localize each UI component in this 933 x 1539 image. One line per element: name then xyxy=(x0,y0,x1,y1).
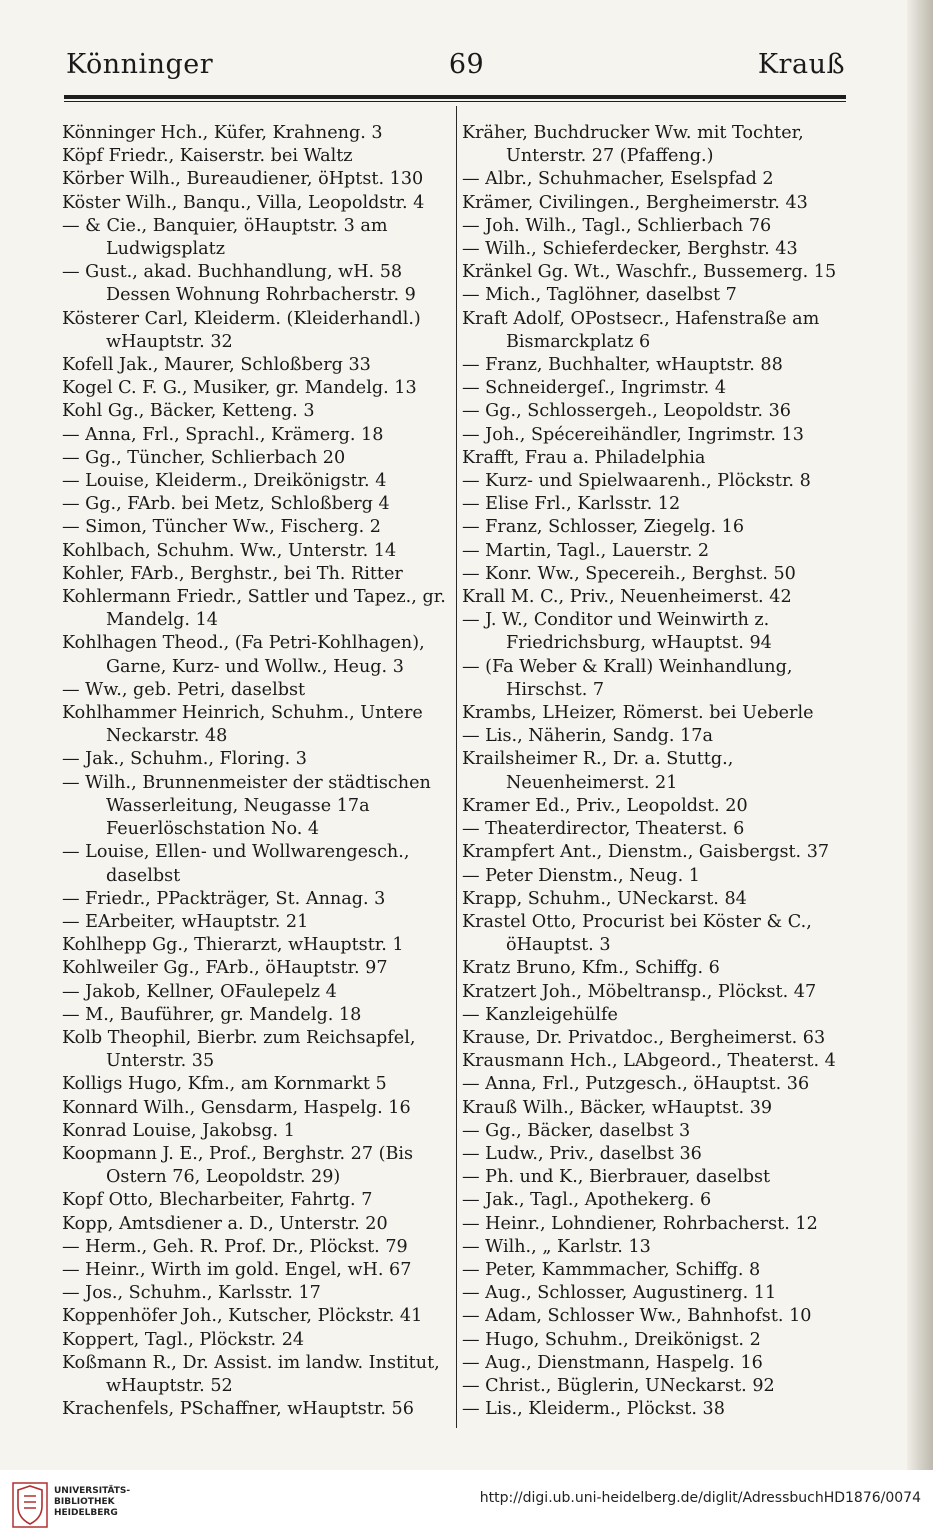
directory-entry: — Gg., Bäcker, daselbst 3 xyxy=(462,1120,691,1141)
directory-entry: Kohlweiler Gg., FArb., öHauptstr. 97 xyxy=(62,958,388,979)
source-url-link[interactable]: http://digi.ub.uni-heidelberg.de/diglit/AdressbuchHD1876/0074 xyxy=(479,1490,921,1506)
directory-entry: — Wilh., „ Karlstr. 13 xyxy=(462,1236,651,1257)
page-edge-shadow xyxy=(907,0,933,1470)
directory-entry: Kramer Ed., Priv., Leopoldst. 20 xyxy=(462,795,748,816)
directory-entry: — Albr., Schuhmacher, Eselspfad 2 xyxy=(462,169,774,190)
directory-entry: Kohlbach, Schuhm. Ww., Unterstr. 14 xyxy=(62,540,397,561)
running-head-right: Krauß xyxy=(757,49,845,80)
directory-entry: Kohlhammer Heinrich, Schuhm., Untere Neckarstr. 48 xyxy=(62,703,423,747)
directory-entry: Kogel C. F. G., Musiker, gr. Mandelg. 13 xyxy=(62,378,417,399)
directory-entry: Konnard Wilh., Gensdarm, Haspelg. 16 xyxy=(62,1097,411,1118)
directory-entry: Kofell Jak., Maurer, Schloßberg 33 xyxy=(62,355,371,376)
directory-entry: — M., Bauführer, gr. Mandelg. 18 xyxy=(62,1004,362,1025)
directory-entry: — Heinr., Wirth im gold. Engel, wH. 67 xyxy=(62,1259,412,1280)
directory-entry: — Wilh., Brunnenmeister der städtischen Wasserleitung, Neugasse 17a Feuerlöschstation No. 4 xyxy=(62,772,431,840)
directory-entry: Kopp, Amtsdiener a. D., Unterstr. 20 xyxy=(62,1213,388,1234)
directory-entry: Köster Wilh., Banqu., Villa, Leopoldstr. 4 xyxy=(62,192,425,213)
running-head-left: Könninger xyxy=(66,49,214,80)
directory-entry: Krachenfels, PSchaffner, wHauptstr. 56 xyxy=(62,1399,414,1420)
library-name xyxy=(54,1486,130,1519)
directory-entry: Krapp, Schuhm., UNeckarst. 84 xyxy=(462,888,747,909)
directory-entry: Kratz Bruno, Kfm., Schiffg. 6 xyxy=(462,958,720,979)
directory-entry: — Schneidergeſ., Ingrimstr. 4 xyxy=(462,378,727,399)
directory-entry: Körber Wilh., Bureaudiener, öHptst. 130 xyxy=(62,169,424,190)
directory-entry: — Aug., Schlosser, Augustinerg. 11 xyxy=(462,1283,777,1304)
directory-entry: — Gg., FArb. bei Metz, Schloßberg 4 xyxy=(62,494,390,515)
directory-entry: Konrad Louise, Jakobsg. 1 xyxy=(62,1120,295,1141)
directory-entry: — Christ., Büglerin, UNeckarst. 92 xyxy=(462,1375,775,1396)
directory-entry: — Joh., Spécereihändler, Ingrimstr. 13 xyxy=(462,424,804,445)
directory-entry: — Jak., Tagl., Apothekerg. 6 xyxy=(462,1190,712,1211)
directory-entry: Kohlhagen Theod., (Fa Petri-Kohlhagen), Garne, Kurz- und Wollw., Heug. 3 xyxy=(62,633,425,677)
directory-entry: Könninger Hch., Küfer, Krahneng. 3 xyxy=(62,123,383,143)
directory-entry: — Franz, Buchhalter, wHauptstr. 88 xyxy=(462,355,783,376)
directory-entry: — Peter Dienstm., Neug. 1 xyxy=(462,865,700,886)
directory-entry: Krall M. C., Priv., Neuenheimerst. 42 xyxy=(462,587,792,608)
directory-entry: — Jak., Schuhm., Floring. 3 xyxy=(62,749,307,770)
directory-entry: Krauß Wilh., Bäcker, wHauptst. 39 xyxy=(462,1097,773,1118)
header-rule-thick xyxy=(64,95,846,99)
directory-entry: Kratzert Joh., Möbeltransp., Plöckst. 47 xyxy=(462,981,817,1002)
directory-entry: — Theaterdirector, Theaterst. 6 xyxy=(462,819,745,840)
directory-entry: — Kanzleigehülfe xyxy=(462,1004,618,1025)
directory-entry: Kraft Adolf, OPostsecr., Hafenstraße am Bismarckplatz 6 xyxy=(462,308,820,352)
library-logo-icon xyxy=(12,1482,48,1528)
directory-entry: — Louise, Ellen- und Wollwarengesch., daselbst xyxy=(62,842,410,886)
directory-entry: — Mich., Taglöhner, daselbst 7 xyxy=(462,285,737,306)
directory-entry: Krämer, Civilingen., Bergheimerstr. 43 xyxy=(462,192,808,213)
directory-entry: — Kurz- und Spielwaarenh., Plöckstr. 8 xyxy=(462,471,811,492)
directory-entry: Koopmann J. E., Prof., Berghstr. 27 (Bis Ostern 76, Leopoldstr. 29) xyxy=(62,1143,414,1188)
column-divider xyxy=(456,106,457,1428)
right-column xyxy=(462,122,850,1421)
library-name-line: HEIDELBERG xyxy=(54,1508,118,1518)
directory-entry: — Wilh., Schieferdecker, Berghstr. 43 xyxy=(462,239,798,260)
page-number: 69 xyxy=(448,49,485,80)
directory-entry: Krause, Dr. Privatdoc., Bergheimerst. 63 xyxy=(462,1027,826,1048)
directory-entry: — Lis., Kleiderm., Plöckst. 38 xyxy=(462,1399,725,1420)
directory-entry: Krausmann Hch., LAbgeord., Theaterst. 4 xyxy=(462,1051,836,1072)
directory-entry: — Ww., geb. Petri, daselbst xyxy=(62,679,306,700)
directory-entry: — Elise Frl., Karlsstr. 12 xyxy=(462,494,681,515)
directory-entry: Koßmann R., Dr. Assist. im landw. Institut, wHauptstr. 52 xyxy=(62,1352,440,1396)
directory-entry: — Adam, Schlosser Ww., Bahnhofst. 10 xyxy=(462,1306,812,1327)
directory-entry: Kohler, FArb., Berghstr., bei Th. Ritter xyxy=(62,563,403,584)
directory-entry: — (Fa Weber & Krall) Weinhandlung, Hirschst. 7 xyxy=(462,656,793,700)
header-rule-thin xyxy=(64,101,846,102)
directory-entry: Kopf Otto, Blecharbeiter, Fahrtg. 7 xyxy=(62,1190,373,1211)
library-name-line: UNIVERSITÄTS- xyxy=(54,1486,131,1496)
directory-entry: — Anna, Frl., Sprachl., Krämerg. 18 xyxy=(62,424,384,445)
directory-entry: — Joh. Wilh., Tagl., Schlierbach 76 xyxy=(462,215,772,236)
directory-entry: Koppenhöfer Joh., Kutscher, Plöckstr. 41 xyxy=(62,1306,423,1327)
directory-entry: — Herm., Geh. R. Prof. Dr., Plöckst. 79 xyxy=(62,1236,408,1257)
directory-entry: Kohlhepp Gg., Thierarzt, wHauptstr. 1 xyxy=(62,935,404,956)
directory-entry: Krampfert Ant., Dienstm., Gaisbergst. 37 xyxy=(462,842,830,863)
directory-entry: — Jakob, Kellner, OFaulepelz 4 xyxy=(62,981,337,1002)
left-column xyxy=(62,122,452,1421)
directory-entry: — Konr. Ww., Specereih., Berghst. 50 xyxy=(462,563,796,584)
directory-entry: Kränkel Gg. Wt., Waschfr., Bussemerg. 15 xyxy=(462,262,837,283)
directory-entry: — Ph. und K., Bierbrauer, daselbst xyxy=(462,1167,771,1188)
directory-entry: — Hugo, Schuhm., Dreikönigst. 2 xyxy=(462,1329,761,1350)
directory-entry: Kräher, Buchdrucker Ww. mit Tochter, Unterstr. 27 (Pfaffeng.) xyxy=(462,123,804,167)
directory-entry: — EArbeiter, wHauptstr. 21 xyxy=(62,911,309,932)
directory-entry: Kohlermann Friedr., Sattler und Tapez., gr. Mandelg. 14 xyxy=(62,587,446,631)
library-name-line: BIBLIOTHEK xyxy=(54,1497,115,1507)
directory-entry: — Louise, Kleiderm., Dreikönigstr. 4 xyxy=(62,471,387,492)
directory-entry: Kolb Theophil, Bierbr. zum Reichsapfel, Unterstr. 35 xyxy=(62,1027,416,1072)
directory-entry: — Franz, Schlosser, Ziegelg. 16 xyxy=(462,517,745,538)
directory-entry: Krafft, Frau a. Philadelphia xyxy=(462,447,706,468)
directory-entry: — Martin, Tagl., Lauerstr. 2 xyxy=(462,540,710,561)
directory-entry: — Ludw., Priv., daselbst 36 xyxy=(462,1143,702,1164)
directory-entry: — Jos., Schuhm., Karlsstr. 17 xyxy=(62,1283,321,1304)
directory-entry: — J. W., Conditor und Weinwirth z. Friedrichsburg, wHauptst. 94 xyxy=(462,610,772,654)
directory-entry: — Simon, Tüncher Ww., Fischerg. 2 xyxy=(62,517,381,538)
directory-entry: — Heinr., Lohndiener, Rohrbacherst. 12 xyxy=(462,1213,818,1234)
directory-entry: — & Cie., Banquier, öHauptstr. 3 am Ludwigsplatz xyxy=(62,215,388,260)
directory-entry: — Gg., Tüncher, Schlierbach 20 xyxy=(62,447,346,468)
directory-entry: — Gg., Schlossergeh., Leopoldstr. 36 xyxy=(462,401,791,422)
directory-entry: — Lis., Näherin, Sandg. 17a xyxy=(462,726,713,747)
directory-entry: Krailsheimer R., Dr. a. Stuttg., Neuenheimerst. 21 xyxy=(462,749,734,793)
directory-entry: — Friedr., PPackträger, St. Annag. 3 xyxy=(62,888,386,909)
directory-entry: — Gust., akad. Buchhandlung, wH. 58 Dessen Wohnung Rohrbacherstr. 9 xyxy=(62,262,416,306)
directory-entry: — Aug., Dienstmann, Haspelg. 16 xyxy=(462,1352,763,1373)
directory-entry: Kohl Gg., Bäcker, Ketteng. 3 xyxy=(62,401,315,422)
directory-entry: Kösterer Carl, Kleiderm. (Kleiderhandl.) wHauptstr. 32 xyxy=(62,308,421,352)
directory-entry: Kolligs Hugo, Kfm., am Kornmarkt 5 xyxy=(62,1074,387,1095)
directory-entry: Krambs, LHeizer, Römerst. bei Ueberle xyxy=(462,703,814,724)
directory-entry: — Peter, Kammmacher, Schiffg. 8 xyxy=(462,1259,761,1280)
directory-entry: Krastel Otto, Procurist bei Köster & C., öHauptst. 3 xyxy=(462,911,812,956)
directory-entry: Köpf Friedr., Kaiserstr. bei Waltz xyxy=(62,146,353,167)
directory-entry: — Anna, Frl., Putzgesch., öHauptst. 36 xyxy=(462,1074,810,1095)
directory-entry: Koppert, Tagl., Plöckstr. 24 xyxy=(62,1329,305,1350)
